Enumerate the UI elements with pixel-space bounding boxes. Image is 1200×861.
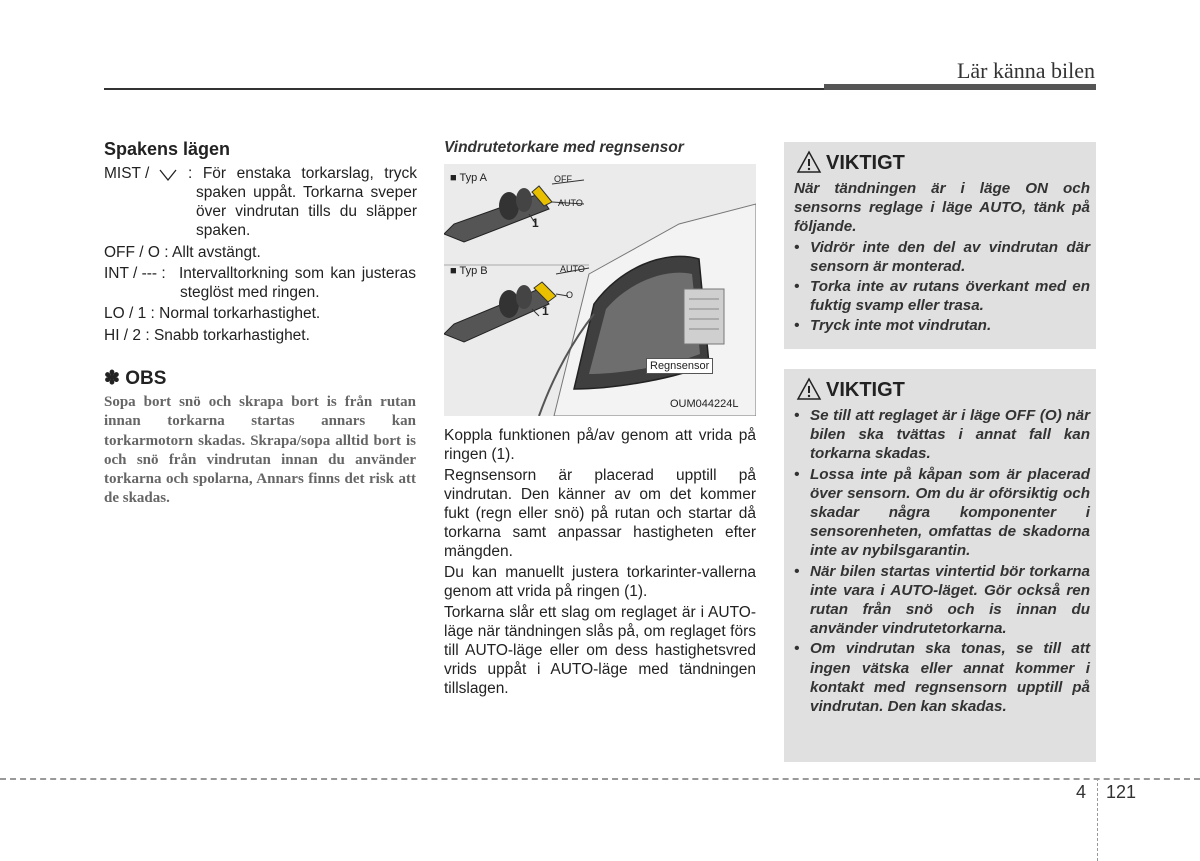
chapter-number: 4 [1076,782,1087,802]
obs-heading: ✽ OBS [104,368,167,389]
paragraph-sensor: Regnsensorn är placerad upptill på vindrutan. Den känner av om det kommer fukt (regn eller snö) på rutan och startar då torkarna samt anpassar hastigheten efter mängden. [444,467,756,560]
figure-label-ring-b: 1 [542,304,549,318]
section-title: Spakens lägen [104,139,231,159]
warning-triangle-icon [796,150,822,174]
wiper-drawing [444,164,756,416]
mist-key: MIST / [104,165,150,182]
warning-triangle-icon [796,377,822,401]
figure-label-off: OFF [554,174,572,184]
warning-box-1 [784,142,1096,349]
warning-1-intro: När tändningen är i läge ON och sensorns reglage i läge AUTO, tänk på följande. [794,180,1090,236]
warning-1-body [794,179,1090,337]
warning-2-title: VIKTIGT [826,379,905,401]
page-header-title: Lär känna bilen [956,58,1095,83]
warning-box-2 [784,369,1096,762]
list-item: • Lossa inte på kåpan som är placerad över sensorn. Om du är oförsiktig och skadar några komponenter i sensorenheten, omfattas de skadorna inte av nybilsgarantin. [794,465,1090,560]
hi-row: HI / 2 : Snabb torkarhastighet. [104,327,310,344]
int-key: INT / --- : [104,265,166,282]
lo-row: LO / 1 : Normal torkarhastighet. [104,305,321,322]
figure-label-typ-a: ■ Typ A [450,172,488,184]
header-rule-accent [824,84,1096,90]
list-item: • Om vindrutan ska tonas, se till att ingen vätska eller annat kommer i kontakt med regnsensorn upptill på vindrutan. Den kan skadas. [794,640,1090,716]
figure-code: OUM044224L [670,398,739,410]
figure-label-o: O [566,290,574,300]
paragraph-ring: Koppla funktionen på/av genom att vrida på ringen (1). [444,427,756,463]
list-item: • Se till att reglaget är i läge OFF (O) när bilen ska tvättas i annat fall kan torkarna skadas. [794,407,1090,463]
paragraph-interval: Du kan manuellt justera torkarinter-vallerna genom att vrida på ringen (1). [444,564,756,600]
list-item: • Tryck inte mot vindrutan. [794,317,992,335]
list-item: • Torka inte av rutans överkant med en fuktig svamp eller trasa. [794,278,1090,315]
figure-label-regnsensor: Regnsensor [646,358,713,374]
int-description: Intervalltorkning som kan justeras steglöst med ringen. [179,265,416,301]
chevron-down-icon [158,168,178,182]
header-rule [104,88,824,90]
warning-2-body [794,406,1090,717]
figure-label-auto-a: AUTO [558,198,583,208]
rain-sensor-heading: Vindrutetorkare med regnsensor [444,139,684,156]
list-item: • Vidrör inte den del av vindrutan där sensorn är monterad. [794,238,1090,275]
footer-divider [1097,778,1098,861]
wiper-illustration [444,164,756,416]
page-number: 121 [1106,782,1137,802]
warning-1-title: VIKTIGT [826,152,905,174]
figure-label-ring-a: 1 [532,216,539,230]
off-row: OFF / O : Allt avstängt. [104,244,261,261]
paragraph-auto: Torkarna slår ett slag om reglaget är i AUTO-läge när tändningen slås på, om reglaget förs till AUTO-läge eller om dess hastighetsvred vrids uppåt i AUTO-läge med tändningen tillslagen. [444,604,756,697]
figure-label-typ-b: ■ Typ B [450,265,488,277]
obs-text: Sopa bort snö och skrapa bort is från rutan innan torkarna startas annars kan torkarmotorn skadas. Skrapa/sopa alltid bort is och snö från vindrutan innan du använder torkarna och spolarna, Annars finns det risk att de skadas. [104,394,416,507]
mist-description: : För enstaka torkarslag, tryck spaken uppåt. Torkarna sveper över vindrutan tills du släpper spaken. [188,165,417,239]
footer-rule [0,778,1200,780]
list-item: • När bilen startas vintertid bör torkarna inte vara i AUTO-läget. Gör också ren rutan från snö och is innan du använder vindrutetorkarna. [794,562,1090,638]
figure-label-auto-b: AUTO [560,264,585,274]
